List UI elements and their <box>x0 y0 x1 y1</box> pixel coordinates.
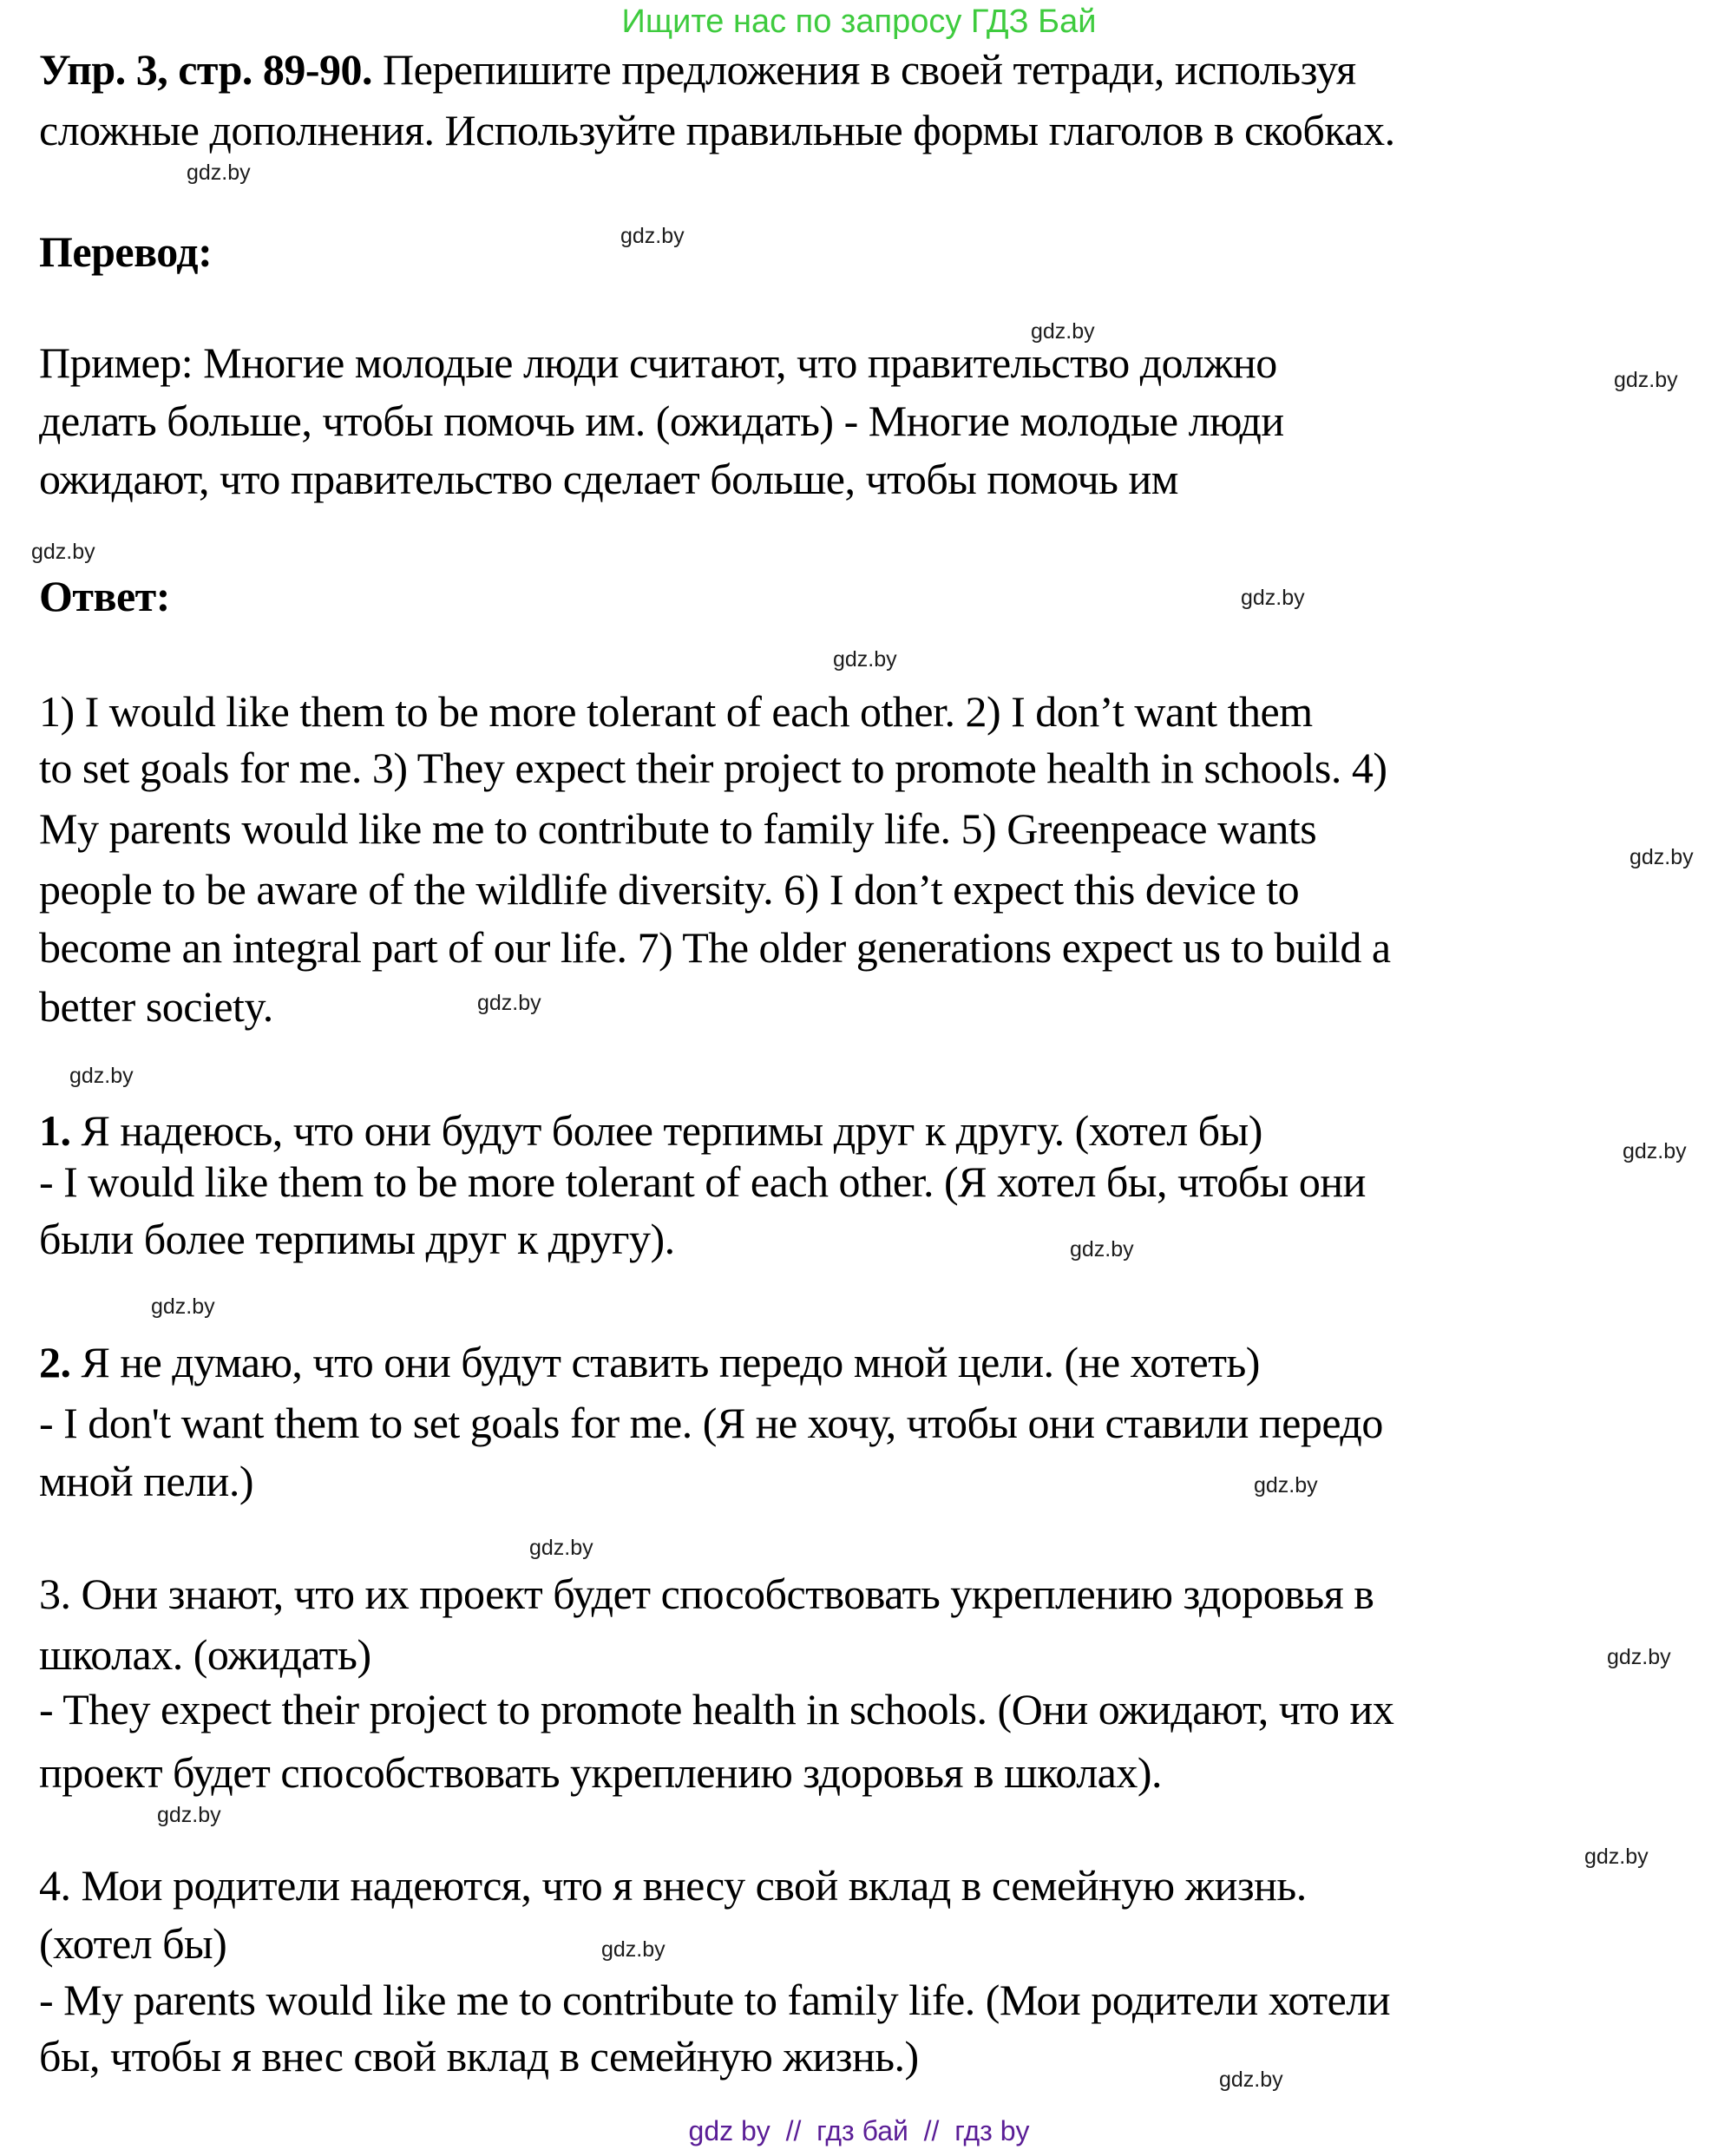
watermark-gdz: gdz.by <box>833 647 897 672</box>
item-4-line-1: 4. Мои родители надеются, что я внесу свой вклад в семейную жизнь. <box>39 1861 1307 1910</box>
item-2-number: 2. <box>39 1338 71 1386</box>
watermark-gdz: gdz.by <box>1241 586 1305 610</box>
answer-summary-line-4: people to be aware of the wildlife diversity. 6) I don’t expect this device to <box>39 865 1300 914</box>
watermark-gdz: gdz.by <box>1584 1845 1649 1869</box>
item-1-line-2: - I would like them to be more tolerant of each other. (Я хотел бы, чтобы они <box>39 1157 1366 1206</box>
answer-summary-line-1: 1) I would like them to be more tolerant of each other. 2) I don’t want them <box>39 687 1313 736</box>
top-banner: Ищите нас по запросу ГДЗ Бай <box>621 3 1097 40</box>
footer-gdz-links: gdz by // гдз бай // гдз by <box>688 2115 1030 2146</box>
answer-summary-line-2: to set goals for me. 3) They expect their project to promote health in schools. 4) <box>39 744 1387 792</box>
watermark-gdz: gdz.by <box>157 1803 221 1827</box>
watermark-gdz: gdz.by <box>69 1064 134 1088</box>
item-1-number: 1. <box>39 1106 71 1155</box>
watermark-gdz: gdz.by <box>620 224 685 248</box>
item-3-line-1: 3. Они знают, что их проект будет способствовать укреплению здоровья в <box>39 1569 1374 1618</box>
item-1-text: Я надеюсь, что они будут более терпимы друг к другу. (хотел бы) <box>70 1106 1262 1155</box>
item-3-line-2: школах. (ожидать) <box>39 1630 371 1679</box>
watermark-gdz: gdz.by <box>477 991 541 1015</box>
watermark-gdz: gdz.by <box>151 1294 215 1319</box>
exercise-heading-line-2: сложные дополнения. Используйте правильные формы глаголов в скобках. <box>39 106 1395 154</box>
item-4-line-4: бы, чтобы я внес свой вклад в семейную жизнь.) <box>39 2032 919 2081</box>
watermark-gdz: gdz.by <box>601 1937 666 1962</box>
item-1-line-3: были более терпимы друг к другу). <box>39 1215 675 1263</box>
item-2-line-3: мной пели.) <box>39 1457 253 1505</box>
item-3-line-4: проект будет способствовать укреплению здоровья в школах). <box>39 1748 1162 1797</box>
item-4-line-2: (хотел бы) <box>39 1919 227 1968</box>
watermark-gdz: gdz.by <box>529 1536 593 1560</box>
exercise-heading-line-1 <box>39 40 1356 99</box>
example-line-3: ожидают, что правительство сделает больше, чтобы помочь им <box>39 455 1178 503</box>
translation-label: Перевод: <box>39 227 213 276</box>
item-2-line-2: - I don't want them to set goals for me. (Я не хочу, чтобы они ставили передо <box>39 1399 1383 1447</box>
item-1-line-1 <box>39 1101 1262 1160</box>
watermark-gdz: gdz.by <box>1614 368 1678 392</box>
watermark-gdz: gdz.by <box>1607 1645 1671 1669</box>
watermark-gdz: gdz.by <box>1254 1473 1318 1497</box>
answer-summary-line-6: better society. <box>39 982 273 1031</box>
watermark-gdz: gdz.by <box>1219 2068 1283 2092</box>
example-line-2: делать больше, чтобы помочь им. (ожидать) - Многие молодые люди <box>39 396 1284 445</box>
watermark-gdz: gdz.by <box>1623 1139 1687 1163</box>
watermark-gdz: gdz.by <box>187 161 251 185</box>
answer-summary-line-3: My parents would like me to contribute to family life. 5) Greenpeace wants <box>39 804 1317 853</box>
example-line-1: Пример: Многие молодые люди считают, что правительство должно <box>39 338 1277 387</box>
item-3-line-3: - They expect their project to promote health in schools. (Они ожидают, что их <box>39 1685 1394 1733</box>
item-2-text: Я не думаю, что они будут ставить передо мной цели. (не хотеть) <box>70 1338 1260 1386</box>
answer-label: Ответ: <box>39 572 170 620</box>
watermark-gdz: gdz.by <box>1070 1237 1134 1261</box>
item-4-line-3: - My parents would like me to contribute to family life. (Мои родители хотели <box>39 1976 1391 2024</box>
watermark-gdz: gdz.by <box>1629 845 1694 869</box>
watermark-gdz: gdz.by <box>1031 319 1095 344</box>
answer-summary-line-5: become an integral part of our life. 7) The older generations expect us to build a <box>39 923 1391 972</box>
exercise-number: Упр. 3, стр. 89-90. <box>39 45 373 94</box>
watermark-gdz: gdz.by <box>31 540 95 564</box>
item-2-line-1 <box>39 1333 1260 1392</box>
exercise-heading-rest: Перепишите предложения в своей тетради, используя <box>372 45 1356 94</box>
